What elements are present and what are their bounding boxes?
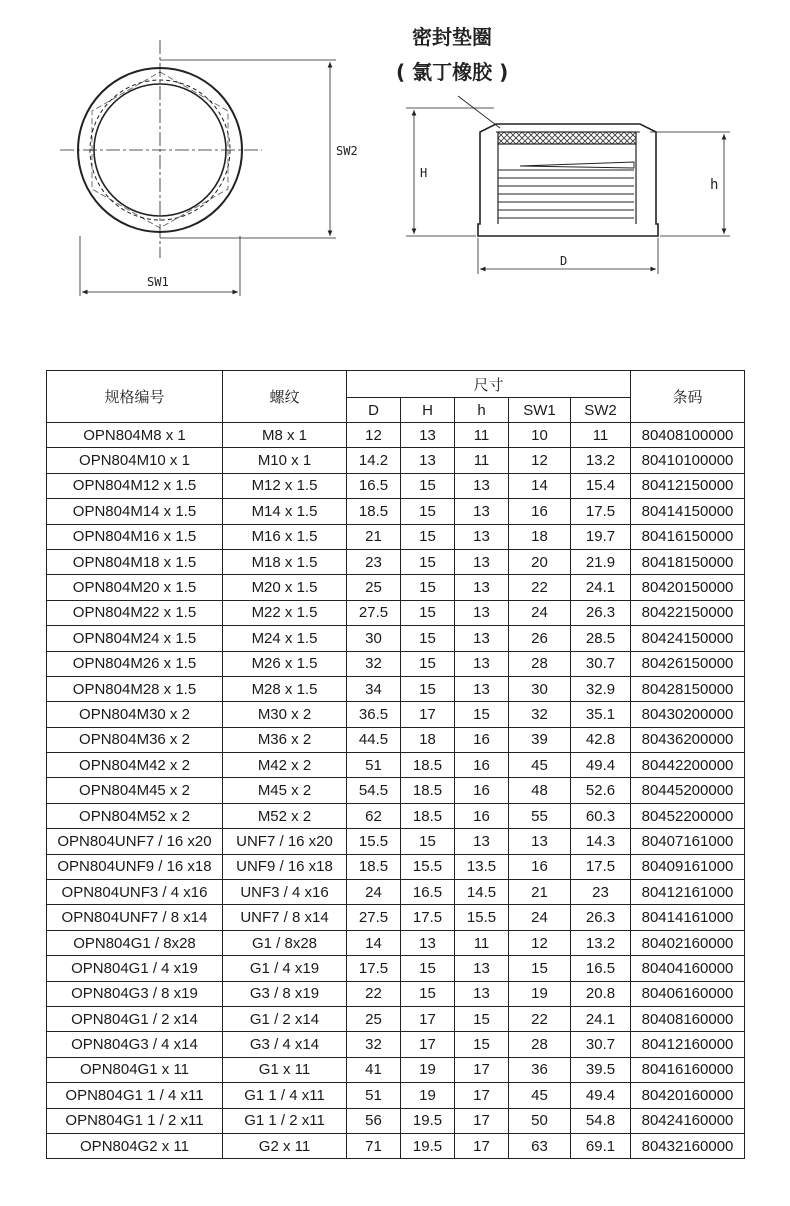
table-row (47, 778, 745, 803)
d-cell: 41 (347, 1057, 401, 1082)
H-cell: 17 (401, 1006, 455, 1031)
d-cell: 32 (347, 1032, 401, 1057)
table-row (47, 753, 745, 778)
sw2-cell: 17.5 (571, 854, 631, 879)
spec-cell: OPN804G2 x 11 (47, 1133, 223, 1158)
d-cell: 44.5 (347, 727, 401, 752)
thread-cell: M28 x 1.5 (223, 676, 347, 701)
spec-cell: OPN804M16 x 1.5 (47, 524, 223, 549)
d-cell: 27.5 (347, 600, 401, 625)
sw2-cell: 26.3 (571, 905, 631, 930)
sw1-cell: 28 (509, 651, 571, 676)
header-size: 尺寸 (347, 371, 631, 398)
sw2-cell: 54.8 (571, 1108, 631, 1133)
barcode-cell: 80409161000 (631, 854, 745, 879)
table-row (47, 1006, 745, 1031)
spec-cell: OPN804M26 x 1.5 (47, 651, 223, 676)
table-row (47, 829, 745, 854)
spec-cell: OPN804M18 x 1.5 (47, 549, 223, 574)
thread-cell: M22 x 1.5 (223, 600, 347, 625)
H-cell: 16.5 (401, 880, 455, 905)
header-h: h (455, 398, 509, 423)
spec-cell: OPN804G1 / 8x28 (47, 930, 223, 955)
spec-cell: OPN804M28 x 1.5 (47, 676, 223, 701)
sw2-cell: 15.4 (571, 473, 631, 498)
barcode-cell: 80416150000 (631, 524, 745, 549)
H-cell: 15 (401, 829, 455, 854)
d-cell: 17.5 (347, 956, 401, 981)
sw2-cell: 42.8 (571, 727, 631, 752)
sw1-cell: 12 (509, 930, 571, 955)
H-cell: 19 (401, 1083, 455, 1108)
spec-cell: OPN804UNF7 / 8 x14 (47, 905, 223, 930)
spec-cell: OPN804M12 x 1.5 (47, 473, 223, 498)
sw1-cell: 45 (509, 753, 571, 778)
spec-cell: OPN804UNF9 / 16 x18 (47, 854, 223, 879)
d-cell: 51 (347, 1083, 401, 1108)
barcode-cell: 80432160000 (631, 1133, 745, 1158)
thread-cell: G2 x 11 (223, 1133, 347, 1158)
header-d: D (347, 398, 401, 423)
sw1-cell: 26 (509, 626, 571, 651)
table-row (47, 1108, 745, 1133)
barcode-cell: 80414161000 (631, 905, 745, 930)
H-cell: 17 (401, 1032, 455, 1057)
sw1-cell: 24 (509, 600, 571, 625)
thread-cell: UNF3 / 4 x16 (223, 880, 347, 905)
H-cell: 13 (401, 423, 455, 448)
sw1-cell: 28 (509, 1032, 571, 1057)
h-cell: 17 (455, 1057, 509, 1082)
d-cell: 54.5 (347, 778, 401, 803)
h-cell: 13 (455, 956, 509, 981)
sw1-cell: 13 (509, 829, 571, 854)
d-cell: 16.5 (347, 473, 401, 498)
sw1-label: SW1 (147, 275, 169, 289)
H-cell: 18 (401, 727, 455, 752)
sw1-cell: 20 (509, 549, 571, 574)
thread-cell: G1 1 / 2 x11 (223, 1108, 347, 1133)
d-cell: 14.2 (347, 448, 401, 473)
H-cell: 15 (401, 956, 455, 981)
sw2-cell: 24.1 (571, 1006, 631, 1031)
sw1-cell: 16 (509, 499, 571, 524)
h-cell: 13 (455, 829, 509, 854)
table-row (47, 1083, 745, 1108)
sw2-label: SW2 (336, 144, 358, 158)
barcode-cell: 80408160000 (631, 1006, 745, 1031)
h-cell: 13 (455, 549, 509, 574)
table-row (47, 448, 745, 473)
barcode-cell: 80408100000 (631, 423, 745, 448)
sw1-cell: 16 (509, 854, 571, 879)
h-cell: 13 (455, 981, 509, 1006)
sw1-cell: 24 (509, 905, 571, 930)
barcode-cell: 80420160000 (631, 1083, 745, 1108)
sw1-cell: 12 (509, 448, 571, 473)
sw1-cell: 50 (509, 1108, 571, 1133)
table-row (47, 880, 745, 905)
table-row (47, 499, 745, 524)
h-cell: 13 (455, 626, 509, 651)
d-cell: 18.5 (347, 854, 401, 879)
H-cell: 15 (401, 626, 455, 651)
spec-cell: OPN804M14 x 1.5 (47, 499, 223, 524)
table-row (47, 651, 745, 676)
h-cell: 11 (455, 448, 509, 473)
spec-cell: OPN804M52 x 2 (47, 803, 223, 828)
H-label: H (420, 166, 428, 180)
thread-cell: UNF7 / 8 x14 (223, 905, 347, 930)
table-row (47, 854, 745, 879)
sw1-cell: 21 (509, 880, 571, 905)
spec-cell: OPN804UNF3 / 4 x16 (47, 880, 223, 905)
thread-cell: M18 x 1.5 (223, 549, 347, 574)
d-cell: 24 (347, 880, 401, 905)
sw1-cell: 22 (509, 575, 571, 600)
spec-cell: OPN804M20 x 1.5 (47, 575, 223, 600)
barcode-cell: 80445200000 (631, 778, 745, 803)
barcode-cell: 80406160000 (631, 981, 745, 1006)
spec-cell: OPN804M8 x 1 (47, 423, 223, 448)
d-cell: 36.5 (347, 702, 401, 727)
barcode-cell: 80412160000 (631, 1032, 745, 1057)
table-row (47, 956, 745, 981)
H-cell: 18.5 (401, 803, 455, 828)
h-cell: 13 (455, 473, 509, 498)
header-H: H (401, 398, 455, 423)
sw1-cell: 39 (509, 727, 571, 752)
barcode-cell: 80428150000 (631, 676, 745, 701)
sw1-cell: 10 (509, 423, 571, 448)
h-cell: 13 (455, 575, 509, 600)
H-cell: 15 (401, 499, 455, 524)
sw1-cell: 22 (509, 1006, 571, 1031)
spec-cell: OPN804G1 / 4 x19 (47, 956, 223, 981)
barcode-cell: 80402160000 (631, 930, 745, 955)
thread-cell: G3 / 8 x19 (223, 981, 347, 1006)
barcode-cell: 80418150000 (631, 549, 745, 574)
sw2-cell: 35.1 (571, 702, 631, 727)
table-row (47, 1032, 745, 1057)
table-body (47, 423, 745, 1159)
H-cell: 19 (401, 1057, 455, 1082)
drawing-title: 密封垫圈 (412, 25, 492, 49)
sw2-cell: 19.7 (571, 524, 631, 549)
spec-cell: OPN804G1 1 / 4 x11 (47, 1083, 223, 1108)
thread-cell: M20 x 1.5 (223, 575, 347, 600)
d-cell: 22 (347, 981, 401, 1006)
thread-cell: M14 x 1.5 (223, 499, 347, 524)
h-cell: 13 (455, 499, 509, 524)
sw2-cell: 30.7 (571, 651, 631, 676)
table-row (47, 676, 745, 701)
sw2-cell: 13.2 (571, 930, 631, 955)
table-row (47, 473, 745, 498)
thread-cell: UNF7 / 16 x20 (223, 829, 347, 854)
D-label: D (560, 254, 568, 268)
sw2-cell: 30.7 (571, 1032, 631, 1057)
thread-cell: G1 / 4 x19 (223, 956, 347, 981)
spec-table (46, 370, 745, 1159)
d-cell: 71 (347, 1133, 401, 1158)
d-cell: 23 (347, 549, 401, 574)
table-row (47, 905, 745, 930)
H-cell: 15 (401, 676, 455, 701)
h-cell: 13 (455, 524, 509, 549)
spec-cell: OPN804M42 x 2 (47, 753, 223, 778)
spec-cell: OPN804G1 / 2 x14 (47, 1006, 223, 1031)
table-row (47, 981, 745, 1006)
sw1-cell: 36 (509, 1057, 571, 1082)
H-cell: 17 (401, 702, 455, 727)
sw1-cell: 14 (509, 473, 571, 498)
H-cell: 18.5 (401, 753, 455, 778)
thread-cell: G3 / 4 x14 (223, 1032, 347, 1057)
sw2-cell: 17.5 (571, 499, 631, 524)
sw2-cell: 32.9 (571, 676, 631, 701)
thread-cell: M10 x 1 (223, 448, 347, 473)
sw2-cell: 24.1 (571, 575, 631, 600)
d-cell: 51 (347, 753, 401, 778)
d-cell: 62 (347, 803, 401, 828)
barcode-cell: 80426150000 (631, 651, 745, 676)
d-cell: 12 (347, 423, 401, 448)
thread-cell: M42 x 2 (223, 753, 347, 778)
h-cell: 17 (455, 1133, 509, 1158)
drawing-subtitle: ( 氯丁橡胶 ) (396, 60, 509, 84)
sw2-cell: 49.4 (571, 1083, 631, 1108)
h-cell: 17 (455, 1108, 509, 1133)
H-cell: 15.5 (401, 854, 455, 879)
h-cell: 16 (455, 727, 509, 752)
H-cell: 15 (401, 981, 455, 1006)
spec-cell: OPN804M10 x 1 (47, 448, 223, 473)
sw2-cell: 49.4 (571, 753, 631, 778)
H-cell: 19.5 (401, 1108, 455, 1133)
barcode-cell: 80436200000 (631, 727, 745, 752)
barcode-cell: 80412161000 (631, 880, 745, 905)
table-row (47, 549, 745, 574)
thread-cell: M45 x 2 (223, 778, 347, 803)
H-cell: 18.5 (401, 778, 455, 803)
sw1-cell: 55 (509, 803, 571, 828)
barcode-cell: 80442200000 (631, 753, 745, 778)
sw1-cell: 48 (509, 778, 571, 803)
H-cell: 15 (401, 473, 455, 498)
h-cell: 16 (455, 778, 509, 803)
h-cell: 14.5 (455, 880, 509, 905)
h-cell: 15 (455, 1006, 509, 1031)
spec-cell: OPN804G1 1 / 2 x11 (47, 1108, 223, 1133)
spec-cell: OPN804M24 x 1.5 (47, 626, 223, 651)
h-cell: 15.5 (455, 905, 509, 930)
sw1-cell: 19 (509, 981, 571, 1006)
H-cell: 15 (401, 651, 455, 676)
spec-cell: OPN804M30 x 2 (47, 702, 223, 727)
H-cell: 15 (401, 600, 455, 625)
d-cell: 14 (347, 930, 401, 955)
h-cell: 17 (455, 1083, 509, 1108)
front-view (60, 40, 336, 296)
barcode-cell: 80414150000 (631, 499, 745, 524)
sw2-cell: 69.1 (571, 1133, 631, 1158)
spec-cell: OPN804UNF7 / 16 x20 (47, 829, 223, 854)
spec-cell: OPN804G3 / 8 x19 (47, 981, 223, 1006)
H-cell: 15 (401, 549, 455, 574)
thread-cell: M36 x 2 (223, 727, 347, 752)
sw2-cell: 23 (571, 880, 631, 905)
barcode-cell: 80422150000 (631, 600, 745, 625)
d-cell: 25 (347, 1006, 401, 1031)
table-row (47, 930, 745, 955)
H-cell: 15 (401, 575, 455, 600)
sw2-cell: 14.3 (571, 829, 631, 854)
h-cell: 15 (455, 1032, 509, 1057)
thread-cell: G1 / 8x28 (223, 930, 347, 955)
barcode-cell: 80407161000 (631, 829, 745, 854)
sw1-cell: 18 (509, 524, 571, 549)
sw1-cell: 15 (509, 956, 571, 981)
d-cell: 27.5 (347, 905, 401, 930)
d-cell: 25 (347, 575, 401, 600)
barcode-cell: 80410100000 (631, 448, 745, 473)
header-sw2: SW2 (571, 398, 631, 423)
sw2-cell: 26.3 (571, 600, 631, 625)
sw2-cell: 11 (571, 423, 631, 448)
h-cell: 15 (455, 702, 509, 727)
sw2-cell: 16.5 (571, 956, 631, 981)
thread-cell: G1 1 / 4 x11 (223, 1083, 347, 1108)
sw2-cell: 28.5 (571, 626, 631, 651)
thread-cell: M8 x 1 (223, 423, 347, 448)
side-view (406, 96, 730, 274)
spec-cell: OPN804M36 x 2 (47, 727, 223, 752)
table-row (47, 524, 745, 549)
d-cell: 32 (347, 651, 401, 676)
barcode-cell: 80416160000 (631, 1057, 745, 1082)
sw2-cell: 52.6 (571, 778, 631, 803)
table-row (47, 1057, 745, 1082)
H-cell: 13 (401, 930, 455, 955)
header-sw1: SW1 (509, 398, 571, 423)
h-cell: 16 (455, 803, 509, 828)
h-label: h (710, 177, 719, 193)
sw2-cell: 20.8 (571, 981, 631, 1006)
H-cell: 17.5 (401, 905, 455, 930)
sw1-cell: 32 (509, 702, 571, 727)
barcode-cell: 80424160000 (631, 1108, 745, 1133)
spec-cell: OPN804G3 / 4 x14 (47, 1032, 223, 1057)
table-header (47, 371, 745, 423)
spec-cell: OPN804M45 x 2 (47, 778, 223, 803)
barcode-cell: 80420150000 (631, 575, 745, 600)
header-thread: 螺纹 (223, 371, 347, 423)
sw1-cell: 45 (509, 1083, 571, 1108)
H-cell: 15 (401, 524, 455, 549)
barcode-cell: 80430200000 (631, 702, 745, 727)
h-cell: 11 (455, 930, 509, 955)
spec-cell: OPN804G1 x 11 (47, 1057, 223, 1082)
thread-cell: M52 x 2 (223, 803, 347, 828)
spec-cell: OPN804M22 x 1.5 (47, 600, 223, 625)
d-cell: 34 (347, 676, 401, 701)
sw2-cell: 60.3 (571, 803, 631, 828)
table-row (47, 600, 745, 625)
header-barcode: 条码 (631, 371, 745, 423)
H-cell: 13 (401, 448, 455, 473)
h-cell: 13 (455, 676, 509, 701)
sw1-cell: 30 (509, 676, 571, 701)
h-cell: 13 (455, 651, 509, 676)
thread-cell: M16 x 1.5 (223, 524, 347, 549)
table-row (47, 423, 745, 448)
thread-cell: G1 / 2 x14 (223, 1006, 347, 1031)
h-cell: 13.5 (455, 854, 509, 879)
header-spec: 规格编号 (47, 371, 223, 423)
barcode-cell: 80412150000 (631, 473, 745, 498)
technical-drawing (0, 0, 790, 360)
d-cell: 21 (347, 524, 401, 549)
table-row (47, 727, 745, 752)
H-cell: 19.5 (401, 1133, 455, 1158)
h-cell: 11 (455, 423, 509, 448)
table-row (47, 575, 745, 600)
sw1-cell: 63 (509, 1133, 571, 1158)
thread-cell: UNF9 / 16 x18 (223, 854, 347, 879)
h-cell: 13 (455, 600, 509, 625)
thread-cell: M26 x 1.5 (223, 651, 347, 676)
thread-cell: M24 x 1.5 (223, 626, 347, 651)
table-row (47, 702, 745, 727)
d-cell: 30 (347, 626, 401, 651)
thread-cell: M30 x 2 (223, 702, 347, 727)
d-cell: 15.5 (347, 829, 401, 854)
thread-cell: M12 x 1.5 (223, 473, 347, 498)
barcode-cell: 80404160000 (631, 956, 745, 981)
table-row (47, 626, 745, 651)
table-row (47, 1133, 745, 1158)
h-cell: 16 (455, 753, 509, 778)
table-row (47, 803, 745, 828)
d-cell: 56 (347, 1108, 401, 1133)
d-cell: 18.5 (347, 499, 401, 524)
sw2-cell: 21.9 (571, 549, 631, 574)
thread-cell: G1 x 11 (223, 1057, 347, 1082)
barcode-cell: 80424150000 (631, 626, 745, 651)
sw2-cell: 39.5 (571, 1057, 631, 1082)
barcode-cell: 80452200000 (631, 803, 745, 828)
sw2-cell: 13.2 (571, 448, 631, 473)
